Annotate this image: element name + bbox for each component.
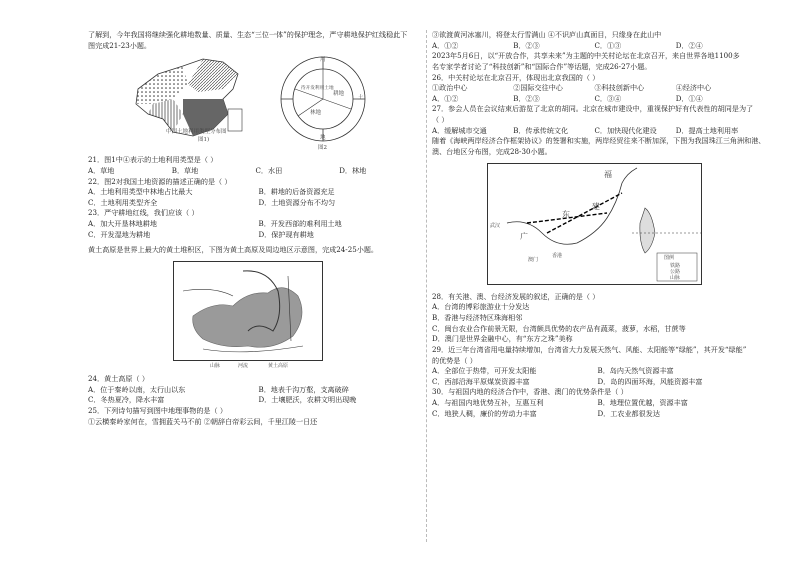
option: A．缓解城市交通 — [432, 125, 487, 135]
pie-label: 用 — [320, 57, 326, 64]
q30-options — [432, 398, 757, 419]
item: ②国际交往中心 — [513, 83, 563, 93]
option: C．闽台农业合作前景无限，台湾颇具优势的农产品有蔬菜，菠萝，水稻，甘蔗等 — [432, 323, 686, 333]
fig2-caption: 图2 — [318, 145, 327, 152]
left-column — [88, 30, 423, 427]
option: A．土地利用类型中林地占比最大 — [88, 187, 193, 197]
option: A．①② — [432, 40, 459, 50]
question-23: 23．严守耕地红线，我们应该（ ） — [88, 208, 199, 218]
option: B．地理位置优越，资源丰富 — [597, 398, 688, 408]
option: C．①③ — [594, 40, 622, 50]
map-label: 武汉 — [490, 222, 501, 229]
q25-poems: ①云横秦岭家何在，雪拥蓝关马不前 ②朝辞白帝彩云间，千里江陵一日还 — [88, 416, 318, 426]
q25-options — [432, 41, 757, 52]
option: A．草地 — [88, 165, 115, 175]
option: D．②④ — [675, 40, 703, 50]
right-column — [432, 30, 766, 419]
zgc-intro: 名专家学者讨论了“科技创新”和“国际合作”等话题，完成26-27小题。 — [432, 61, 652, 71]
pie-label: 待开发利用土地 — [300, 85, 334, 91]
option: A．台湾的博彩旅游业十分发达 — [432, 302, 530, 312]
q22-options — [88, 187, 423, 208]
option: C．土地利用类型齐全 — [88, 197, 158, 207]
question-30: 30．与祖国内地的经济合作中，香港、澳门的优势条件是（ ） — [432, 387, 628, 397]
intro-line: 图完成21-23小题。 — [88, 40, 152, 50]
map-label: 澳门 — [528, 256, 539, 263]
option: A．与祖国内地优势互补，互惠互利 — [432, 398, 544, 408]
option: A．全部位于热带，可开发太阳能 — [432, 366, 537, 376]
option: A．①② — [432, 93, 459, 103]
q21-options — [88, 166, 423, 177]
fig1-caption: 中国土地利用类型分布图 — [166, 129, 227, 136]
item: ①政治中心 — [432, 83, 468, 93]
option: C．加快现代化建设 — [594, 125, 657, 135]
option: D．土壤肥沃，农耕文明出现晚 — [258, 395, 357, 405]
q24-options — [88, 385, 423, 406]
pie-label: 林地 — [310, 110, 322, 117]
fig1-caption-sub: 图1) — [198, 137, 210, 144]
column-divider — [426, 30, 427, 542]
option: B．岛内天然气资源丰富 — [597, 366, 674, 376]
question-26: 26．中关村论坛在北京召开，体现出北京我国的（ ） — [432, 72, 600, 82]
pie-label: 耕地 — [333, 91, 345, 98]
map-label: 铁路 — [670, 262, 681, 269]
map-label: 公路 — [670, 268, 681, 275]
item: ③科技创新中心 — [594, 83, 645, 93]
q29-options — [432, 366, 757, 387]
map-label: 东 — [562, 209, 570, 219]
q27-options — [432, 126, 757, 137]
option: C．西部沿海平原煤炭资源丰富 — [432, 376, 530, 386]
hk-intro: 随着《海峡两岸经济合作框架协议》的签署和实施，两岸经贸往来不断加深，下图为我国珠江三角洲和港、 — [432, 136, 766, 146]
map-label: 香港 — [552, 252, 563, 259]
land-use-pie-chart — [278, 54, 368, 144]
map-label: 建 — [592, 201, 600, 211]
question-25: 25．下列诗句描写到图中地理事物的是（ ） — [88, 405, 227, 415]
question-28: 28．有关港、澳、台经济发展的叙述，正确的是（ ） — [432, 291, 600, 301]
option: B．香港与经济特区珠海相邻 — [432, 312, 523, 322]
q26-options — [432, 94, 757, 105]
zgc-intro: 2023年5月6日，以“开放合作，共享未来”为主题的中关村论坛在北京召开，来自世界各地1100多 — [432, 51, 740, 61]
question-22: 22．图2对我国土地资源的描述正确的是（ ） — [88, 176, 232, 186]
option: C．水田 — [255, 165, 283, 175]
loess-map-figure — [88, 259, 423, 371]
option: D．提高土地利用率 — [675, 125, 739, 135]
option: D．岛的四面环海，风能资源丰富 — [597, 376, 703, 386]
item: ④经济中心 — [675, 83, 712, 93]
question-24: 24．黄土高原（ ） — [88, 374, 149, 384]
land-use-figures — [88, 54, 423, 150]
option: D．①④ — [675, 93, 703, 103]
option: D．林地 — [339, 165, 367, 175]
map-label: 山脉 — [670, 274, 681, 281]
option: D．工农业都很发达 — [597, 408, 660, 418]
option: C．③④ — [594, 93, 622, 103]
option: D．澳门是世界金融中心，有“东方之珠”美称 — [432, 334, 573, 344]
legend-item: 河流 — [238, 363, 249, 370]
option: C．开发湿地为耕地 — [88, 229, 151, 239]
loess-intro: 黄土高原是世界上最大的黄土堆积区，下图为黄土高原及周边地区示意图，完成24-25小题。 — [88, 245, 379, 255]
map-label: 福 — [604, 169, 612, 179]
pie-label: 土 — [358, 95, 364, 102]
pie-label: 地 — [320, 135, 326, 142]
option: B．②③ — [513, 93, 540, 103]
q25-poems-cont: ③欲渡黄河冰塞川，将登太行雪满山 ④不识庐山真面目，只缘身在此山中 — [432, 30, 662, 39]
hk-tw-map-figure — [432, 161, 757, 289]
q23-options — [88, 219, 423, 240]
option: B．开发西部的难利用土地 — [258, 219, 342, 229]
map-label: 图例 — [664, 254, 675, 261]
option: D．保护现有耕地 — [258, 229, 314, 239]
option: D．土地资源分布不均匀 — [258, 197, 336, 207]
q26-items — [432, 83, 757, 94]
loess-plateau-map — [173, 261, 323, 361]
question-27: 27．参会人员在会议结束后游览了北京的胡同。北京在城市建设中，重视保护好有代表性的胡同是为了（ ） — [432, 104, 754, 125]
question-29-cont: 的优势是（ ） — [432, 355, 477, 365]
legend-item: 山脉 — [210, 363, 221, 370]
option: B．耕地的后备资源充足 — [258, 187, 335, 197]
option: B．②③ — [513, 40, 540, 50]
option: B．草地 — [171, 165, 199, 175]
map-label: 广 — [520, 231, 528, 241]
option: B．地表千沟万壑，支离破碎 — [258, 384, 349, 394]
option: C．地狭人稠，廉价的劳动力丰富 — [432, 408, 537, 418]
option: B．传承传统文化 — [513, 125, 569, 135]
legend-item: 黄土高原 — [268, 363, 289, 370]
option: A．位于秦岭以南，太行山以东 — [88, 384, 186, 394]
intro-line: 了解到，今年我国将继续强化耕地数量、质量、生态“三位一体”的保护理念，严守耕地保护红线稳此下 — [88, 30, 408, 39]
hk-intro: 澳、台地区分布图，完成28-30小题。 — [432, 147, 552, 157]
question-29: 29．近三年台湾省用电量持续增加，台湾省大力发展天然气、风能、太阳能等“绿能”，其开发“绿能” — [432, 344, 747, 354]
question-21: 21．图1中④表示的土地利用类型是（ ） — [88, 155, 218, 165]
option: C．冬热夏冷，降水丰富 — [88, 395, 165, 405]
option: A．加大开垦林地耕地 — [88, 219, 157, 229]
